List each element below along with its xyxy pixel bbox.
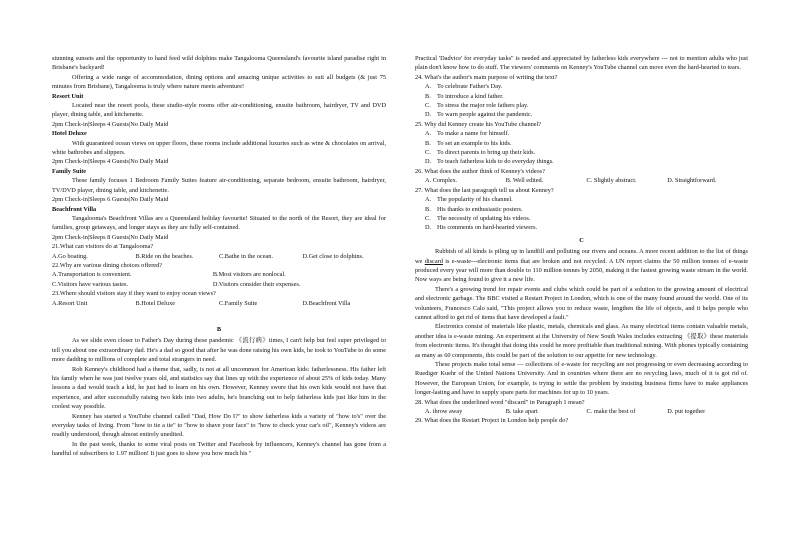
option[interactable]: A.Go boating.	[52, 252, 88, 260]
option[interactable]: D.Get close to dolphins.	[302, 252, 364, 260]
option[interactable]: C. make the best of	[586, 408, 636, 416]
resort-info: 2pm Check-in|Sleeps 8 Guests|No Daily Maid	[52, 233, 169, 241]
option-letter: A.	[425, 130, 432, 138]
option[interactable]	[415, 129, 748, 138]
offer-text: Offering a wide range of accommodation, dining options and amazing unique activities to suit all budgets (& just 75 minutes from Brisbane), Tangalooma is truly where nature meets adventure!	[52, 73, 386, 91]
question-26-stem: 26. What does the author think of Kenney's videos?	[415, 167, 545, 175]
passage-b-paragraph: In the past week, thanks to some viral posts on Twitter and Facebook by influencers, Kenney's channel has gone from a handful of subscribers to 1.97 million! It just goes to show you how much his "	[52, 440, 386, 458]
question-22-options	[52, 280, 386, 289]
option-letter: C.	[425, 102, 431, 110]
option[interactable]	[415, 92, 748, 101]
right-column	[415, 54, 748, 426]
section-heading-c: C	[579, 236, 584, 244]
question-21-stem: 21.What can visitors do at Tangalooma?	[52, 243, 154, 251]
option[interactable]: B.Ride on the beaches.	[135, 252, 194, 260]
option-text: The necessity of updating his videos.	[437, 214, 531, 222]
option-text: The popularity of his channel.	[437, 196, 513, 204]
resort-desc: These family focuses 1 Bedroom Family Suites feature air-conditioning, separate bedroom, ensuite bathroom, hairdryer, TV/DVD player, dining table, and kitchenette.	[52, 177, 386, 194]
question-23-options	[52, 299, 386, 308]
passage-c-paragraph: Electronics consist of materials like plastic, metals, chemicals and glass. As many electrical items contain valuable metals, another idea is e-waste mining. An experiment at the University of New South Wales includes extracting 《提取》these materials from electronic items. It's thought that doing this could be more profitable than traditional mining. With phones typically containing as many as 60 components, this could be part of the solution to our appetite for new technology.	[415, 323, 748, 359]
question-22-options	[52, 270, 386, 279]
option[interactable]: D.Visitors consider their expenses.	[212, 280, 301, 288]
question-21-options	[52, 252, 386, 261]
option[interactable]: C.Family Suite	[219, 299, 258, 307]
question-28-stem: 28. What does the underlined word "discard" in Paragraph 1 mean?	[415, 398, 585, 406]
option[interactable]	[415, 223, 748, 232]
option-text: To introduce a kind father.	[437, 92, 504, 100]
option-letter: B.	[425, 139, 431, 147]
option[interactable]: B. Well edited.	[505, 177, 544, 185]
option-text: His comments on hard-hearted viewers.	[437, 224, 538, 232]
resort-title: Hotel Deluxe	[52, 130, 87, 138]
resort-title: Family Suite	[52, 167, 87, 175]
option[interactable]: C. Slightly abstract.	[586, 177, 637, 185]
option-text: To warn people against the pandemic.	[437, 111, 533, 119]
option[interactable]: B.Most visitors are nonlocal.	[212, 271, 286, 279]
option[interactable]: D.Beachfront Villa	[302, 299, 351, 307]
question-22-stem: 22.Why are various dining choices offered?	[52, 261, 163, 269]
option-text: To teach fatherless kids to do everyday things.	[437, 158, 554, 166]
option[interactable]	[415, 110, 748, 119]
option[interactable]: D. Straightforward.	[667, 177, 717, 185]
option[interactable]	[415, 195, 748, 204]
option[interactable]	[415, 101, 748, 110]
resort-info: 2pm Check-in|Sleeps 6 Guests|No Daily Maid	[52, 196, 169, 204]
paragraph-text: is e-waste---electronic items that are broken and not recycled. A UN report claims the 50 million tonnes of e-waste produced every year will more than double to 110 million tonnes by 2050, making it the fastest growing waste stream in the world. Now ways are being found to give it a new life.	[415, 257, 748, 284]
option-letter: D.	[425, 224, 432, 232]
resort-desc: Tangalooma's Beachfront Villas are a Queensland holiday favourite! Situated to the north of the Resort, they are ideal for families, group getaways, and longer stays as they are fully self-contained.	[52, 214, 386, 232]
passage-c-paragraph: These projects make total sense — collections of e-waste for recycling are not progressing or even decreasing according to Ruediger Kuehr of the United Nations University. And in countries where there are no recycling laws, much of it is got rid of. However, the European Union, for example, is trying to settle the problem by insisting business firms have to make appliances longer-lasting and have to supply spare parts for machines for up to 10 years.	[415, 361, 748, 397]
passage-b-paragraph: As we slide even closer to Father's Day during these pandemic 《流行病》times, I can't help but feel super privileged to tell you about one extraordinary dad. He's a dad so good that after he was done raising his own kids, he took to YouTube to do some more dadding to millions of complete and total strangers in need.	[52, 337, 386, 364]
option-letter: A.	[425, 83, 432, 91]
option-text: To direct parents to bring up their kids.	[437, 149, 536, 157]
option[interactable]: C.Bathe in the ocean.	[219, 252, 274, 260]
underlined-word: discard	[424, 257, 443, 265]
option[interactable]: A.Transportation is convenient.	[52, 271, 132, 279]
option[interactable]	[415, 82, 748, 91]
option-letter: A.	[425, 196, 432, 204]
passage-c-paragraph	[415, 247, 748, 285]
intro-text: stunning sunsets and the opportunity to hand feed wild dolphins make Tangalooma Queensland's favourite island paradise right in Brisbane's backyard!	[52, 55, 386, 72]
option[interactable]	[415, 148, 748, 157]
option-letter: B.	[425, 205, 431, 213]
resort-info: 2pm Check-in|Sleeps 4 Guests|No Daily Maid	[52, 120, 169, 128]
resort-title: Beachfront Villa	[52, 205, 97, 213]
option-letter: B.	[425, 92, 431, 100]
option-text: To stress the major role fathers play.	[437, 102, 529, 110]
option-letter: C.	[425, 214, 431, 222]
option-text: To celebrate Father's Day.	[437, 83, 503, 91]
option[interactable]	[415, 205, 748, 214]
question-28-options	[415, 407, 748, 416]
passage-b-paragraph: Rob Kenney's childhood had a theme that, sadly, is not at all uncommon for American kids: fatherlessness. His father left his family when he was just twelve years old, and statistics say that lines up with the experience of about 25% of kids today. Many lessons a dad would teach a kid, he just had to learn on his own. However, Kenney swore that his own kids would not have that experience, and after successfully raising two kids into two adults, he's branching out to help fatherless kids just like him in the coolest way possible.	[52, 365, 386, 411]
passage-c-paragraph: There's a growing trend for repair events and clubs which could be part of a solution to the growing amount of electrical and electronic garbage. The BBC visited a Restart Project in London, which is one of the many found around the world. One of its volunteers, Francesco Calo said, "This project allows you to reduce waste, lengthen the life of objects, and it helps people who cannot afford to get rid of items that have developed a fault."	[415, 285, 748, 321]
option[interactable]: A. Complex.	[425, 177, 458, 185]
option[interactable]: C.Visitors have various tastes.	[52, 280, 129, 288]
question-26-options	[415, 176, 748, 185]
option[interactable]: B. take apart	[505, 408, 538, 416]
resort-desc: Located near the resort pools, these studio-style rooms offer air-conditioning, ensuite bathroom, hairdryer, TV and DVD player, dining table, and kitchenette.	[52, 102, 386, 119]
paragraph-text: Rubbish of all kinds is piling up in landfill and polluting our rivers and oceans. A more recent addition to the list of things we	[415, 248, 748, 265]
question-27-stem: 27. What does the last paragraph tell us about Kenney?	[415, 186, 554, 194]
option[interactable]	[415, 157, 748, 166]
resort-desc: With guaranteed ocean views on upper floors, these rooms include additional luxuries such as wine & chocolates on arrival, white bathrobes and slippers.	[52, 139, 386, 157]
option-text: To make a name for himself.	[437, 130, 510, 138]
option[interactable]: B.Hotel Deluxe	[135, 299, 176, 307]
option-text: To set an example to his kids.	[437, 139, 512, 147]
option[interactable]: A.Resort Unit	[52, 299, 88, 307]
left-column	[52, 54, 386, 459]
resort-title: Resort Unit	[52, 92, 84, 100]
question-23-stem: 23.Where should visitors stay if they want to enjoy ocean views?	[52, 290, 216, 298]
option-letter: C.	[425, 149, 431, 157]
option-text: His thanks to enthusiastic posters.	[437, 205, 523, 213]
question-25-stem: 25. Why did Kenney create his YouTube channel?	[415, 120, 542, 128]
option-letter: D.	[425, 111, 432, 119]
passage-b-continued: Practical 'Dadvice' for everyday tasks" is needed and appreciated by fatherless kids everywhere --- not to mention adults who just plain don't know how to do stuff. The viewers' comments on Kenney's YouTube channel can move even the hard-hearted to tears.	[415, 55, 748, 72]
option[interactable]: D. put together	[667, 408, 706, 416]
question-29-stem: 29. What does the Restart Project in London help people do?	[415, 417, 569, 425]
section-heading-b: B	[216, 325, 222, 333]
option[interactable]	[415, 139, 748, 148]
option[interactable]	[415, 214, 748, 223]
passage-b-paragraph: Kenney has started a YouTube channel called "Dad, How Do I?" to show fatherless kids a variety of "how to's" over the everyday tasks of living. From "how to tie a tie" to "how to shave your face" to "how to check your car's oil", Kenney's videos are readily understood, though almost entirely unedited.	[52, 412, 386, 439]
option[interactable]: A. throw away	[425, 408, 463, 416]
question-24-stem: 24. What's the author's main purpose of writing the text?	[415, 73, 558, 81]
option-letter: D.	[425, 158, 432, 166]
resort-info: 2pm Check-in|Sleeps 4 Guests|No Daily Maid	[52, 158, 169, 166]
